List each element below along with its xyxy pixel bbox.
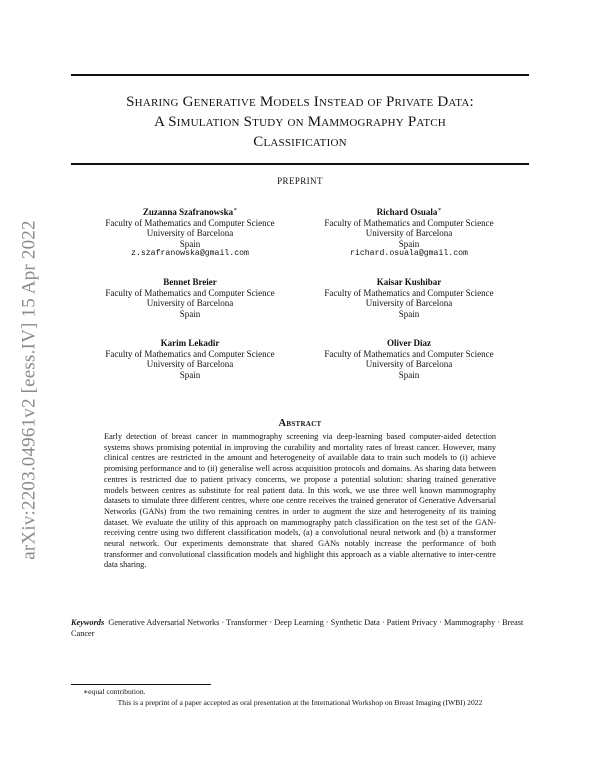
author-affiliation: Faculty of Mathematics and Computer Science (324, 287, 494, 298)
footnote-equal-contribution: ∗equal contribution. (83, 687, 146, 696)
author-university: University of Barcelona (365, 298, 453, 309)
author-affiliation: Faculty of Mathematics and Computer Science (105, 287, 275, 298)
keywords-text: Generative Adversarial Networks · Transformer · Deep Learning · Synthetic Data · Patient Privacy · Mammography · Breast Cancer (71, 618, 524, 638)
author-block (299, 277, 519, 319)
author-block (80, 277, 300, 319)
footnote-rule (71, 684, 211, 685)
author-block (299, 205, 519, 260)
author-university: University of Barcelona (146, 228, 234, 239)
author-email: richard.osuala@gmail.com (350, 249, 468, 259)
arxiv-identifier-text: arXiv:2203.04961v2 [eess.IV] 15 Apr 2022 (19, 220, 40, 560)
author-affiliation: Faculty of Mathematics and Computer Science (105, 217, 275, 228)
footnotes (71, 687, 529, 708)
author-name: Zuzanna Szafranowska∗ (142, 207, 238, 217)
author-affiliation: Faculty of Mathematics and Computer Science (324, 348, 494, 359)
author-block (80, 338, 300, 380)
abstract-heading: Abstract (278, 418, 322, 429)
title-bottom-rule (71, 163, 529, 165)
author-name: Karim Lekadir (160, 338, 220, 348)
title-line-3: Classification (253, 134, 347, 150)
author-block (80, 205, 300, 260)
author-university: University of Barcelona (146, 359, 234, 370)
author-name: Oliver Diaz (386, 338, 432, 348)
author-country: Spain (398, 238, 420, 249)
author-block (299, 338, 519, 380)
author-affiliation: Faculty of Mathematics and Computer Science (105, 348, 275, 359)
author-country: Spain (179, 308, 201, 319)
author-country: Spain (179, 369, 201, 380)
author-name: Kaisar Kushibar (376, 277, 442, 287)
title-top-rule (71, 74, 529, 76)
author-university: University of Barcelona (365, 359, 453, 370)
title-line-1: Sharing Generative Models Instead of Private Data: (126, 94, 474, 110)
author-name: Richard Osuala∗ (376, 207, 442, 217)
author-name: Bennet Breier (163, 277, 217, 287)
preprint-label: PREPRINT (277, 176, 323, 186)
author-email: z.szafranowska@gmail.com (131, 249, 249, 259)
paper-title (71, 92, 529, 152)
author-country: Spain (398, 308, 420, 319)
arxiv-identifier-stamp (9, 205, 51, 575)
keywords-label: Keywords (71, 618, 105, 627)
title-line-2: A Simulation Study on Mammography Patch (154, 114, 446, 130)
author-country: Spain (398, 369, 420, 380)
footnote-preprint-note: This is a preprint of a paper accepted as oral presentation at the International Workshop on Breast Imaging (IWBI) 2022 (117, 697, 483, 707)
author-country: Spain (179, 238, 201, 249)
abstract-body: Early detection of breast cancer in mammography screening via deep-learning based computer-aided detection systems shows promising potential in improving the curability and mortality rates of breast cancer. However, many clinical centres are restricted in the amount and heterogeneity of available data to train such models to (i) achieve promising performance and to (ii) generalise well across acquisition protocols and domains. As sharing data between centres is restricted due to patient privacy concerns, we propose a potential solution: sharing trained generative models between centres as substitute for real patient data. In this work, we use three well known mammography datasets to simulate three different centres, where one centre receives the trained generator of Generative Adversarial Networks (GANs) from the two remaining centres in order to augment the size and heterogeneity of its training dataset. We evaluate the utility of this approach on mammography patch classification on the test set of the GAN-receiving centre using two different classification models, (a) a convolutional neural network and (b) a transformer neural network. Our experiments demonstrate that shared GANs notably increase the performance of both transformer and convolutional classification models and highlight this approach as a viable alternative to inter-centre data sharing. (104, 432, 496, 570)
author-university: University of Barcelona (146, 298, 234, 309)
author-affiliation: Faculty of Mathematics and Computer Science (324, 217, 494, 228)
keywords-line (71, 617, 529, 639)
author-university: University of Barcelona (365, 228, 453, 239)
